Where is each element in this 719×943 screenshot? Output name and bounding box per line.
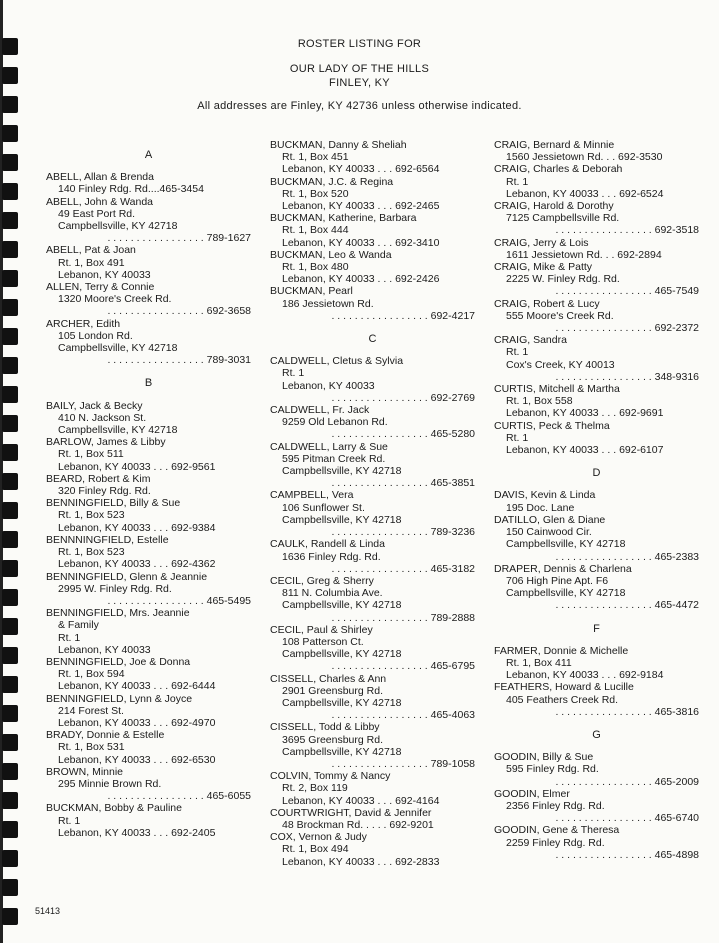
member-name: CRAIG, Mike & Patty xyxy=(494,261,593,274)
binding-hole xyxy=(2,792,18,809)
member-address: Rt. 1, Box 494 xyxy=(282,843,349,856)
member-address: 1560 Jessietown Rd. . . 692-3530 xyxy=(506,151,663,164)
member-address: 7125 Campbellsville Rd. xyxy=(506,212,620,225)
member-name: COURTWRIGHT, David & Jennifer xyxy=(270,806,432,819)
member-address: 811 N. Columbia Ave. xyxy=(282,587,383,600)
member-address: Lebanon, KY 40033 . . . 692-6564 xyxy=(282,163,440,176)
member-name: CALDWELL, Fr. Jack xyxy=(270,404,370,417)
member-address: Lebanon, KY 40033 . . . 692-6107 xyxy=(506,444,664,457)
parish-name: OUR LADY OF THE HILLS xyxy=(289,63,430,75)
section-letter: G xyxy=(592,728,601,741)
member-address: 108 Patterson Ct. xyxy=(282,635,364,648)
page-code: 51413 xyxy=(35,906,61,916)
member-name: BARLOW, James & Libby xyxy=(46,436,166,449)
section-letter: F xyxy=(593,622,600,635)
member-name: BUCKMAN, Leo & Wanda xyxy=(270,248,392,261)
member-name: GOODIN, Elmer xyxy=(494,787,570,800)
member-name: BENNINGFIELD, Billy & Sue xyxy=(46,497,181,510)
member-address: Lebanon, KY 40033 . . . 692-2465 xyxy=(282,200,440,213)
member-name: BUCKMAN, Katherine, Barbara xyxy=(270,212,417,225)
member-name: CRAIG, Jerry & Lois xyxy=(494,236,589,249)
member-name: GOODIN, Gene & Theresa xyxy=(494,824,620,837)
member-address: 150 Cainwood Cir. xyxy=(506,526,592,539)
member-address: Campbellsville, KY 42718 xyxy=(282,513,402,526)
binding-hole xyxy=(2,531,18,548)
member-address: Rt. 1 xyxy=(58,814,81,827)
member-address: Lebanon, KY 40033 . . . 692-6444 xyxy=(58,680,216,693)
member-phone: . . . . . . . . . . . . . . . . . 465-6055 xyxy=(107,790,251,803)
member-name: CRAIG, Sandra xyxy=(494,334,567,347)
member-name: CAMPBELL, Vera xyxy=(270,489,354,502)
member-address: 595 Pitman Creek Rd. xyxy=(282,452,386,465)
member-address: 706 High Pine Apt. F6 xyxy=(506,574,609,587)
member-address: 320 Finley Rdg. Rd. xyxy=(58,485,151,498)
member-address: 2225 W. Finley Rdg. Rd. xyxy=(506,273,620,286)
member-name: BENNINGFIELD, Glenn & Jeannie xyxy=(46,570,208,583)
member-address: Lebanon, KY 40033 . . . 692-2405 xyxy=(58,826,216,839)
member-name: BUCKMAN, Bobby & Pauline xyxy=(46,802,182,815)
member-address: Campbellsville, KY 42718 xyxy=(58,424,178,437)
member-name: BUCKMAN, J.C. & Regina xyxy=(270,175,394,188)
binding-hole xyxy=(2,299,18,316)
section-letter: D xyxy=(592,467,601,480)
binding-hole xyxy=(2,357,18,374)
member-phone: . . . . . . . . . . . . . . . . . 692-3518 xyxy=(555,224,699,237)
member-address: Lebanon, KY 40033 . . . 692-2426 xyxy=(282,273,440,286)
member-phone: . . . . . . . . . . . . . . . . . 789-1058 xyxy=(331,757,475,770)
member-phone: . . . . . . . . . . . . . . . . . 465-6740 xyxy=(555,812,699,825)
member-name: BENNINGFIELD, Joe & Donna xyxy=(46,655,191,668)
binding-hole xyxy=(2,415,18,432)
binding-hole xyxy=(2,154,18,171)
binding-hole xyxy=(2,473,18,490)
member-name: BENNINGFIELD, Lynn & Joyce xyxy=(46,692,193,705)
binding-hole xyxy=(2,183,18,200)
member-address: Rt. 1, Box 594 xyxy=(58,668,125,681)
binding-hole xyxy=(2,444,18,461)
member-address: Lebanon, KY 40033 . . . 692-6530 xyxy=(58,753,216,766)
member-name: COX, Vernon & Judy xyxy=(270,831,367,844)
member-address: Lebanon, KY 40033 . . . 692-4164 xyxy=(282,794,440,807)
member-address: & Family xyxy=(58,619,99,632)
page-title: ROSTER LISTING FOR xyxy=(297,38,422,50)
member-phone: . . . . . . . . . . . . . . . . . 465-4472 xyxy=(555,599,699,612)
member-address: 1636 Finley Rdg. Rd. xyxy=(282,550,381,563)
member-address: Campbellsville, KY 42718 xyxy=(58,342,178,355)
member-address: 2901 Greensburg Rd. xyxy=(282,684,383,697)
section-letter: A xyxy=(144,149,153,161)
binding-hole xyxy=(2,125,18,142)
section-letter: C xyxy=(368,333,377,346)
member-address: 48 Brockman Rd. . . . . 692-9201 xyxy=(282,818,434,831)
spiral-binding xyxy=(0,0,20,943)
member-address: Rt. 1 xyxy=(282,367,305,380)
member-name: ABELL, Pat & Joan xyxy=(46,244,136,257)
member-address: 9259 Old Lebanon Rd. xyxy=(282,416,388,429)
member-name: BEARD, Robert & Kim xyxy=(46,472,151,485)
member-address: 2259 Finley Rdg. Rd. xyxy=(506,836,605,849)
member-phone: . . . . . . . . . . . . . . . . . 465-3851 xyxy=(331,477,475,490)
address-note: All addresses are Finley, KY 42736 unless otherwise indicated. xyxy=(197,100,522,112)
member-name: CISSELL, Charles & Ann xyxy=(270,672,387,685)
member-address: Rt. 1, Box 523 xyxy=(58,546,125,559)
member-phone: . . . . . . . . . . . . . . . . . 692-3658 xyxy=(107,305,251,318)
member-phone: . . . . . . . . . . . . . . . . . 465-4063 xyxy=(331,709,475,722)
member-address: Rt. 1, Box 491 xyxy=(58,256,125,269)
member-address: Lebanon, KY 40033 . . . 692-4970 xyxy=(58,716,216,729)
binding-hole xyxy=(2,676,18,693)
member-address: Rt. 1, Box 511 xyxy=(58,448,124,461)
member-address: Campbellsville, KY 42718 xyxy=(282,465,402,478)
member-address: Cox's Creek, KY 40013 xyxy=(506,358,615,371)
member-phone: . . . . . . . . . . . . . . . . . 465-4898 xyxy=(555,848,699,861)
binding-hole xyxy=(2,763,18,780)
binding-hole xyxy=(2,241,18,258)
binding-hole xyxy=(2,502,18,519)
member-address: Lebanon, KY 40033 . . . 692-4362 xyxy=(58,558,216,571)
member-address: Lebanon, KY 40033 . . . 692-9384 xyxy=(58,521,216,534)
member-address: Rt. 1, Box 411 xyxy=(506,656,572,669)
member-address: 1320 Moore's Creek Rd. xyxy=(58,293,172,306)
member-phone: . . . . . . . . . . . . . . . . . 465-5495 xyxy=(107,594,251,607)
member-name: ABELL, Allan & Brenda xyxy=(46,171,154,184)
member-phone: . . . . . . . . . . . . . . . . . 692-4217 xyxy=(331,309,475,322)
member-phone: . . . . . . . . . . . . . . . . . 789-3031 xyxy=(107,354,251,367)
member-address: Lebanon, KY 40033 xyxy=(58,268,151,281)
member-address: 140 Finley Rdg. Rd....465-3454 xyxy=(58,183,204,196)
member-address: 214 Forest St. xyxy=(58,704,124,717)
parish-location: FINLEY, KY xyxy=(329,77,390,89)
binding-hole xyxy=(2,560,18,577)
member-address: Rt. 1 xyxy=(506,346,529,359)
member-name: ABELL, John & Wanda xyxy=(46,195,154,208)
binding-hole xyxy=(2,879,18,896)
member-name: BUCKMAN, Danny & Sheliah xyxy=(270,139,407,151)
member-address: Lebanon, KY 40033 . . . 692-9691 xyxy=(506,407,664,420)
member-address: 3695 Greensburg Rd. xyxy=(282,733,383,746)
member-address: 595 Finley Rdg. Rd. xyxy=(506,763,599,776)
member-name: DRAPER, Dennis & Charlena xyxy=(494,562,632,575)
member-address: Rt. 1, Box 451 xyxy=(282,151,349,164)
member-address: Campbellsville, KY 42718 xyxy=(282,648,402,661)
member-name: CURTIS, Mitchell & Martha xyxy=(494,383,620,396)
member-name: FEATHERS, Howard & Lucille xyxy=(494,681,634,694)
member-address: Rt. 1 xyxy=(506,175,529,188)
member-name: BRADY, Donnie & Estelle xyxy=(46,729,165,742)
binding-hole xyxy=(2,328,18,345)
member-address: Lebanon, KY 40033 . . . 692-2833 xyxy=(282,855,440,868)
member-address: Rt. 1, Box 520 xyxy=(282,187,349,200)
member-address: Rt. 1 xyxy=(58,631,81,644)
member-name: CRAIG, Charles & Deborah xyxy=(494,163,623,176)
member-address: Lebanon, KY 40033 . . . 692-9561 xyxy=(58,460,216,473)
member-address: Lebanon, KY 40033 xyxy=(58,643,151,656)
member-address: 555 Moore's Creek Rd. xyxy=(506,309,614,322)
member-address: 195 Doc. Lane xyxy=(506,501,575,514)
member-address: 2995 W. Finley Rdg. Rd. xyxy=(58,582,172,595)
member-name: GOODIN, Billy & Sue xyxy=(494,751,594,764)
member-phone: . . . . . . . . . . . . . . . . . 465-3182 xyxy=(331,562,475,575)
member-phone: . . . . . . . . . . . . . . . . . 789-2888 xyxy=(331,611,475,624)
member-phone: . . . . . . . . . . . . . . . . . 465-5280 xyxy=(331,428,475,441)
member-address: Rt. 2, Box 119 xyxy=(282,782,348,795)
section-letter: B xyxy=(144,377,153,390)
member-phone: . . . . . . . . . . . . . . . . . 692-2372 xyxy=(555,322,699,335)
member-address: 186 Jessietown Rd. xyxy=(282,297,374,310)
member-phone: . . . . . . . . . . . . . . . . . 348-9316 xyxy=(555,370,699,383)
member-address: 1611 Jessietown Rd. . . 692-2894 xyxy=(506,248,662,261)
binding-hole xyxy=(2,821,18,838)
member-address: Rt. 1, Box 523 xyxy=(58,509,125,522)
roster-column-3 xyxy=(494,139,699,861)
binding-hole xyxy=(2,734,18,751)
member-address: Campbellsville, KY 42718 xyxy=(282,745,402,758)
member-name: ALLEN, Terry & Connie xyxy=(46,281,155,294)
member-name: BENNNINGFIELD, Estelle xyxy=(46,533,169,546)
member-phone: . . . . . . . . . . . . . . . . . 465-3816 xyxy=(555,705,699,718)
member-phone: . . . . . . . . . . . . . . . . . 789-3236 xyxy=(331,526,475,539)
member-address: Campbellsville, KY 42718 xyxy=(282,599,402,612)
member-name: CISSELL, Todd & Libby xyxy=(270,721,380,734)
member-address: 49 East Port Rd. xyxy=(58,207,136,220)
member-address: Rt. 1, Box 444 xyxy=(282,224,349,237)
binding-hole xyxy=(2,850,18,867)
binding-hole xyxy=(2,589,18,606)
member-name: BAILY, Jack & Becky xyxy=(46,399,143,412)
member-phone: . . . . . . . . . . . . . . . . . 465-7549 xyxy=(555,285,699,298)
member-name: ARCHER, Edith xyxy=(46,317,121,330)
member-address: Campbellsville, KY 42718 xyxy=(506,538,626,551)
member-address: Rt. 1 xyxy=(506,431,529,444)
member-name: DAVIS, Kevin & Linda xyxy=(494,489,596,502)
member-phone: . . . . . . . . . . . . . . . . . 465-2009 xyxy=(555,775,699,788)
member-address: 105 London Rd. xyxy=(58,329,133,342)
member-address: Lebanon, KY 40033 xyxy=(282,379,375,392)
member-name: CRAIG, Harold & Dorothy xyxy=(494,200,614,213)
member-name: DATILLO, Glen & Diane xyxy=(494,513,606,526)
member-name: CECIL, Paul & Shirley xyxy=(270,623,373,636)
member-name: BUCKMAN, Pearl xyxy=(270,285,353,298)
binding-hole xyxy=(2,212,18,229)
member-address: Campbellsville, KY 42718 xyxy=(282,696,402,709)
member-phone: . . . . . . . . . . . . . . . . . 465-2383 xyxy=(555,550,699,563)
member-address: Campbellsville, KY 42718 xyxy=(58,220,178,233)
member-name: COLVIN, Tommy & Nancy xyxy=(270,770,391,783)
binding-hole xyxy=(2,705,18,722)
member-name: CECIL, Greg & Sherry xyxy=(270,574,374,587)
member-address: 106 Sunflower St. xyxy=(282,501,365,514)
member-phone: . . . . . . . . . . . . . . . . . 465-6795 xyxy=(331,660,475,673)
binding-hole xyxy=(2,386,18,403)
member-address: Rt. 1, Box 558 xyxy=(506,395,573,408)
member-address: Campbellsville, KY 42718 xyxy=(506,587,626,600)
member-name: CURTIS, Peck & Thelma xyxy=(494,419,610,432)
member-address: 405 Feathers Creek Rd. xyxy=(506,693,619,706)
member-name: BENNINGFIELD, Mrs. Jeannie xyxy=(46,607,190,620)
binding-hole xyxy=(2,270,18,287)
binding-hole xyxy=(2,647,18,664)
member-name: CAULK, Randell & Linda xyxy=(270,538,385,551)
member-name: BROWN, Minnie xyxy=(46,765,124,778)
member-name: CALDWELL, Cletus & Sylvia xyxy=(270,355,404,368)
member-name: FARMER, Donnie & Michelle xyxy=(494,644,629,657)
member-address: Lebanon, KY 40033 . . . 692-6524 xyxy=(506,187,664,200)
member-name: CRAIG, Bernard & Minnie xyxy=(494,139,615,151)
member-phone: . . . . . . . . . . . . . . . . . 692-2769 xyxy=(331,391,475,404)
member-name: CRAIG, Robert & Lucy xyxy=(494,297,600,310)
binding-hole xyxy=(2,908,18,925)
binding-hole xyxy=(2,618,18,635)
member-address: Rt. 1, Box 531 xyxy=(58,741,125,754)
member-address: 2356 Finley Rdg. Rd. xyxy=(506,799,605,812)
roster-column-1 xyxy=(46,138,251,839)
member-phone: . . . . . . . . . . . . . . . . . 789-1627 xyxy=(107,232,251,245)
member-address: Rt. 1, Box 480 xyxy=(282,261,349,274)
roster-column-2 xyxy=(270,139,475,868)
member-name: CALDWELL, Larry & Sue xyxy=(270,440,388,453)
member-address: 295 Minnie Brown Rd. xyxy=(58,777,162,790)
member-address: Lebanon, KY 40033 . . . 692-9184 xyxy=(506,669,664,682)
member-address: 410 N. Jackson St. xyxy=(58,411,147,424)
member-address: Lebanon, KY 40033 . . . 692-3410 xyxy=(282,236,440,249)
